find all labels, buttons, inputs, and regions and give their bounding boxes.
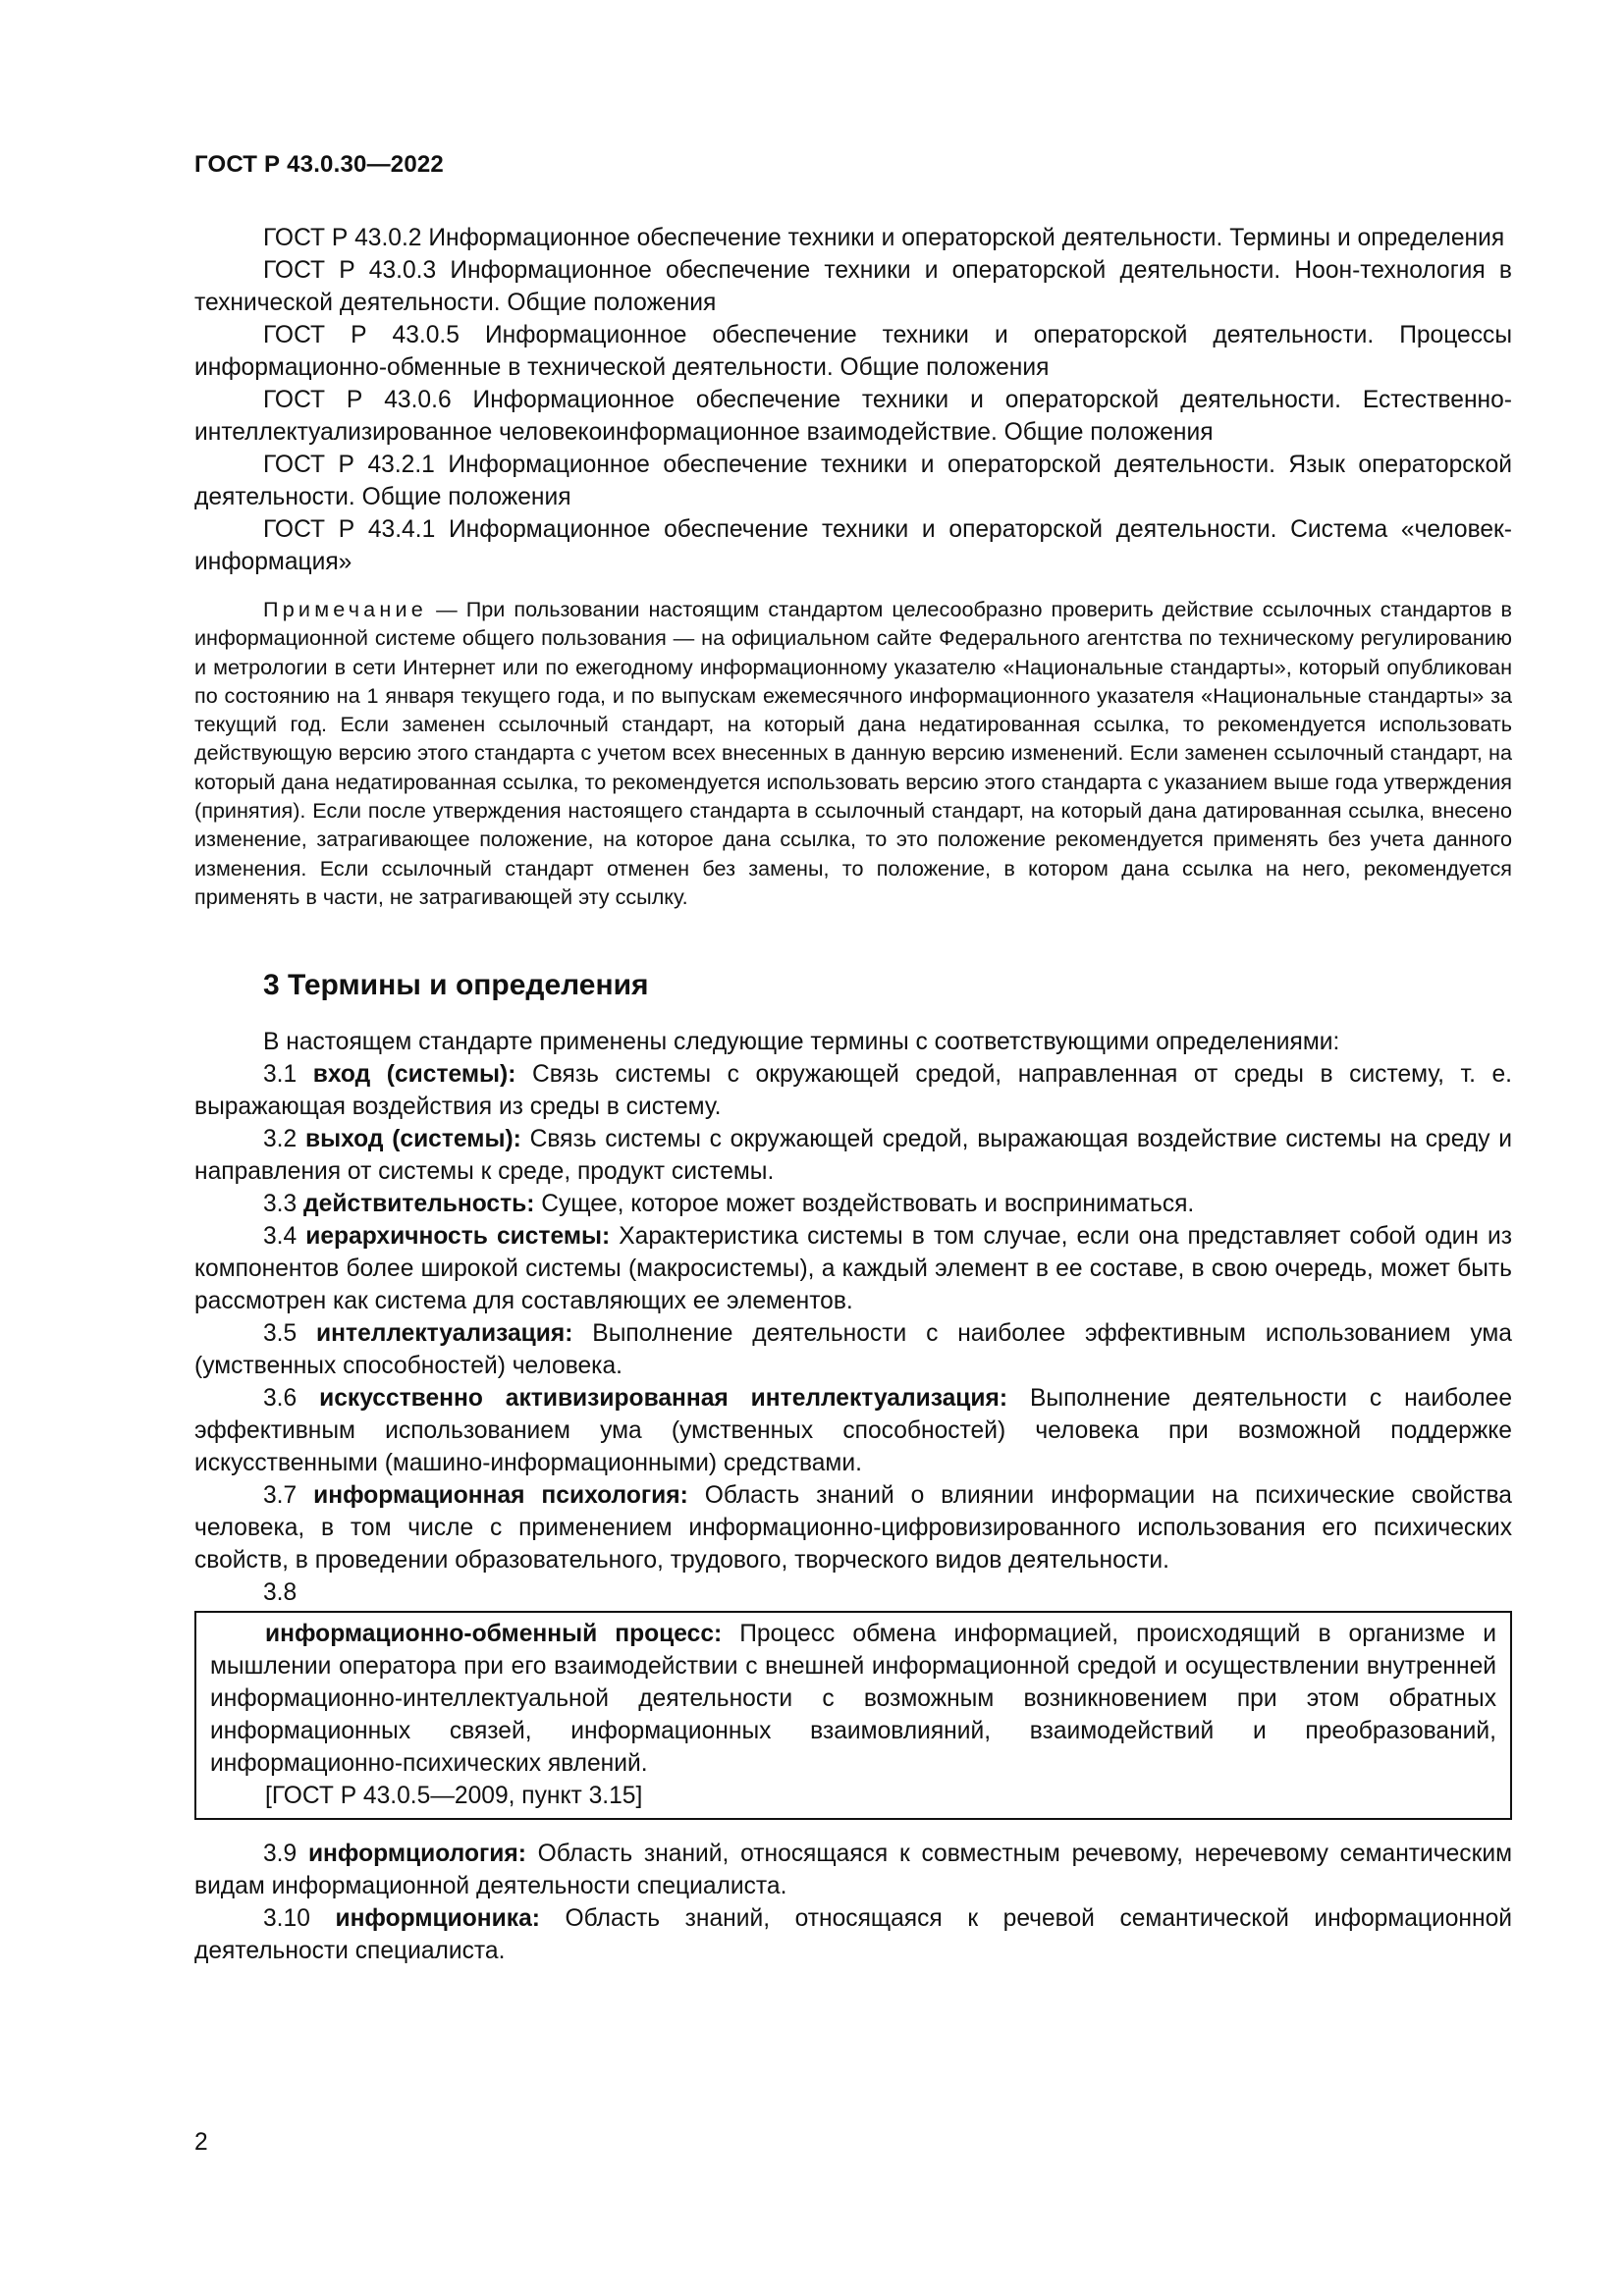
term-name: иерархичность системы:	[305, 1223, 611, 1251]
term-number: 3.6	[263, 1385, 320, 1413]
reference-item: ГОСТ Р 43.0.6 Информационное обеспечение техники и операторской деятельности. Естественно-интеллектуализированное человекоинформационное взаимодействие. Общие положения	[194, 387, 1512, 446]
term-entry-3-5	[194, 1317, 1512, 1382]
page-content	[194, 222, 1512, 1967]
note-label: Примечание	[263, 597, 427, 621]
term-number: 3.1	[263, 1061, 313, 1089]
term-definition-box	[194, 1611, 1512, 1820]
term-definition: Связь системы с окружающей средой, выражающая воздействие системы на среду и направления от системы к среде, продукт системы.	[194, 1126, 1512, 1186]
term-number: 3.4	[263, 1223, 306, 1251]
term-name: информационно-обменный процесс:	[265, 1621, 723, 1648]
term-source-reference: [ГОСТ Р 43.0.5—2009, пункт 3.15]	[265, 1783, 643, 1810]
reference-item: ГОСТ Р 43.0.2 Информационное обеспечение техники и операторской деятельности. Термины и определения	[263, 225, 1505, 251]
term-name: действительность:	[303, 1191, 535, 1218]
term-definition: Связь системы с окружающей средой, направленная от среды в систему, т. е. выражающая воздействия из среды в систему.	[194, 1061, 1512, 1121]
term-definition: Область знаний, относящаяся к совместным речевому, неречевому семантическим видам информационной деятельности специалиста.	[194, 1841, 1512, 1900]
term-name: искусственно активизированная интеллектуализация:	[319, 1385, 1008, 1413]
note-text: — При пользовании настоящим стандартом целесообразно проверить действие ссылочных стандартов в информационной системе общего пользования — на официальном сайте Федерального агентства по техническому регулированию и метрологии в сети Интернет или по ежегодному информационному указателю «Национальные стандарты», который опубликован по состоянию на 1 января текущего года, и по выпускам ежемесячного информационного указателя «Национальные стандарты» за текущий год. Если заменен ссылочный стандарт, на который дана недатированная ссылка, то рекомендуется использовать действующую версию этого стандарта с учетом всех внесенных в данную версию изменений. Если заменен ссылочный стандарт, на который дана недатированная ссылка, то рекомендуется использовать версию этого стандарта с указанием выше года утверждения (принятия). Если после утверждения настоящего стандарта в ссылочный стандарт, на который дана датированная ссылка, внесено изменение, затрагивающее положение, на которое дана ссылка, то это положение рекомендуется применять без учета данного изменения. Если ссылочный стандарт отменен без замены, то положение, в котором дана ссылка на него, рекомендуется применять в части, не затрагивающей эту ссылку.	[194, 597, 1512, 909]
term-name: информциология:	[307, 1841, 526, 1868]
term-number: 3.5	[263, 1320, 317, 1348]
boxed-term-number: 3.8	[263, 1579, 298, 1607]
terms-after-box	[194, 1838, 1512, 1967]
page-number: 2	[194, 2129, 208, 2156]
term-entry-3-6	[194, 1382, 1512, 1479]
reference-item: ГОСТ Р 43.0.3 Информационное обеспечение техники и операторской деятельности. Ноон-технология в технической деятельности. Общие положения	[194, 257, 1512, 316]
term-definition: Выполнение деятельности с наиболее эффективным использованием ума (умственных способностей) человека.	[194, 1320, 1512, 1380]
term-definition: Область знаний, относящаяся к речевой семантической информационной деятельности специалиста.	[194, 1905, 1512, 1965]
term-entry-3-2	[194, 1123, 1512, 1188]
document-code-header: ГОСТ Р 43.0.30—2022	[194, 151, 444, 178]
term-name: выход (системы):	[304, 1126, 521, 1153]
term-name: интеллектуализация:	[316, 1320, 573, 1348]
term-definition: Область знаний о влиянии информации на психические свойства человека, в том числе с применением информационно-цифровизированного использования его психических свойств, в проведении образовательного, трудового, творческого видов деятельности.	[194, 1482, 1512, 1575]
term-entry-3-4	[194, 1220, 1512, 1317]
term-entry-3-3	[194, 1188, 1512, 1220]
term-entry-3-9	[194, 1838, 1512, 1902]
term-entry-3-10	[194, 1902, 1512, 1967]
term-definition: Выполнение деятельности с наиболее эффективным использованием ума (умственных способностей) человека при возможной поддержке искусственными (машино-информационными) средствами.	[194, 1385, 1513, 1477]
term-number: 3.10	[263, 1905, 336, 1933]
term-definition: Сущее, которое может воздействовать и восприниматься.	[534, 1191, 1195, 1218]
section-title: 3 Термины и определения	[263, 969, 649, 1002]
note-paragraph	[194, 595, 1512, 911]
term-entry-3-7	[194, 1479, 1512, 1576]
term-name: информционика:	[335, 1905, 540, 1933]
term-entry-3-1	[194, 1058, 1512, 1123]
term-definition: Процесс обмена информацией, происходящий в организме и мышлении оператора при его взаимодействии с внешней информационной средой и осуществлении внутренней информационно-интеллектуальной деятельности с возможным возникновением при этом обратных информационных связей, информационных взаимовлияний, взаимодействий и преобразований, информационно-психических явлений.	[210, 1621, 1496, 1778]
reference-item: ГОСТ Р 43.2.1 Информационное обеспечение техники и операторской деятельности. Язык операторской деятельности. Общие положения	[194, 452, 1512, 510]
term-number: 3.3	[263, 1191, 304, 1218]
term-number: 3.7	[263, 1482, 314, 1510]
reference-item: ГОСТ Р 43.0.5 Информационное обеспечение техники и операторской деятельности. Процессы информационно-обменные в технической деятельности. Общие положения	[194, 322, 1512, 381]
section-intro: В настоящем стандарте применены следующие термины с соответствующими определениями:	[263, 1029, 1340, 1056]
boxed-term-entry	[210, 1618, 1496, 1780]
term-name: вход (системы):	[312, 1061, 516, 1089]
normative-references-list	[194, 222, 1512, 578]
term-number: 3.2	[263, 1126, 305, 1153]
term-name: информационная психология:	[313, 1482, 688, 1510]
term-definition: Характеристика системы в том случае, если она представляет собой один из компонентов более широкой системы (макросистемы), а каждый элемент в ее составе, в свою очередь, может быть рассмотрен как система для составляющих ее элементов.	[194, 1223, 1512, 1315]
term-number: 3.9	[263, 1841, 308, 1868]
reference-item: ГОСТ Р 43.4.1 Информационное обеспечение техники и операторской деятельности. Система «человек-информация»	[194, 516, 1512, 575]
